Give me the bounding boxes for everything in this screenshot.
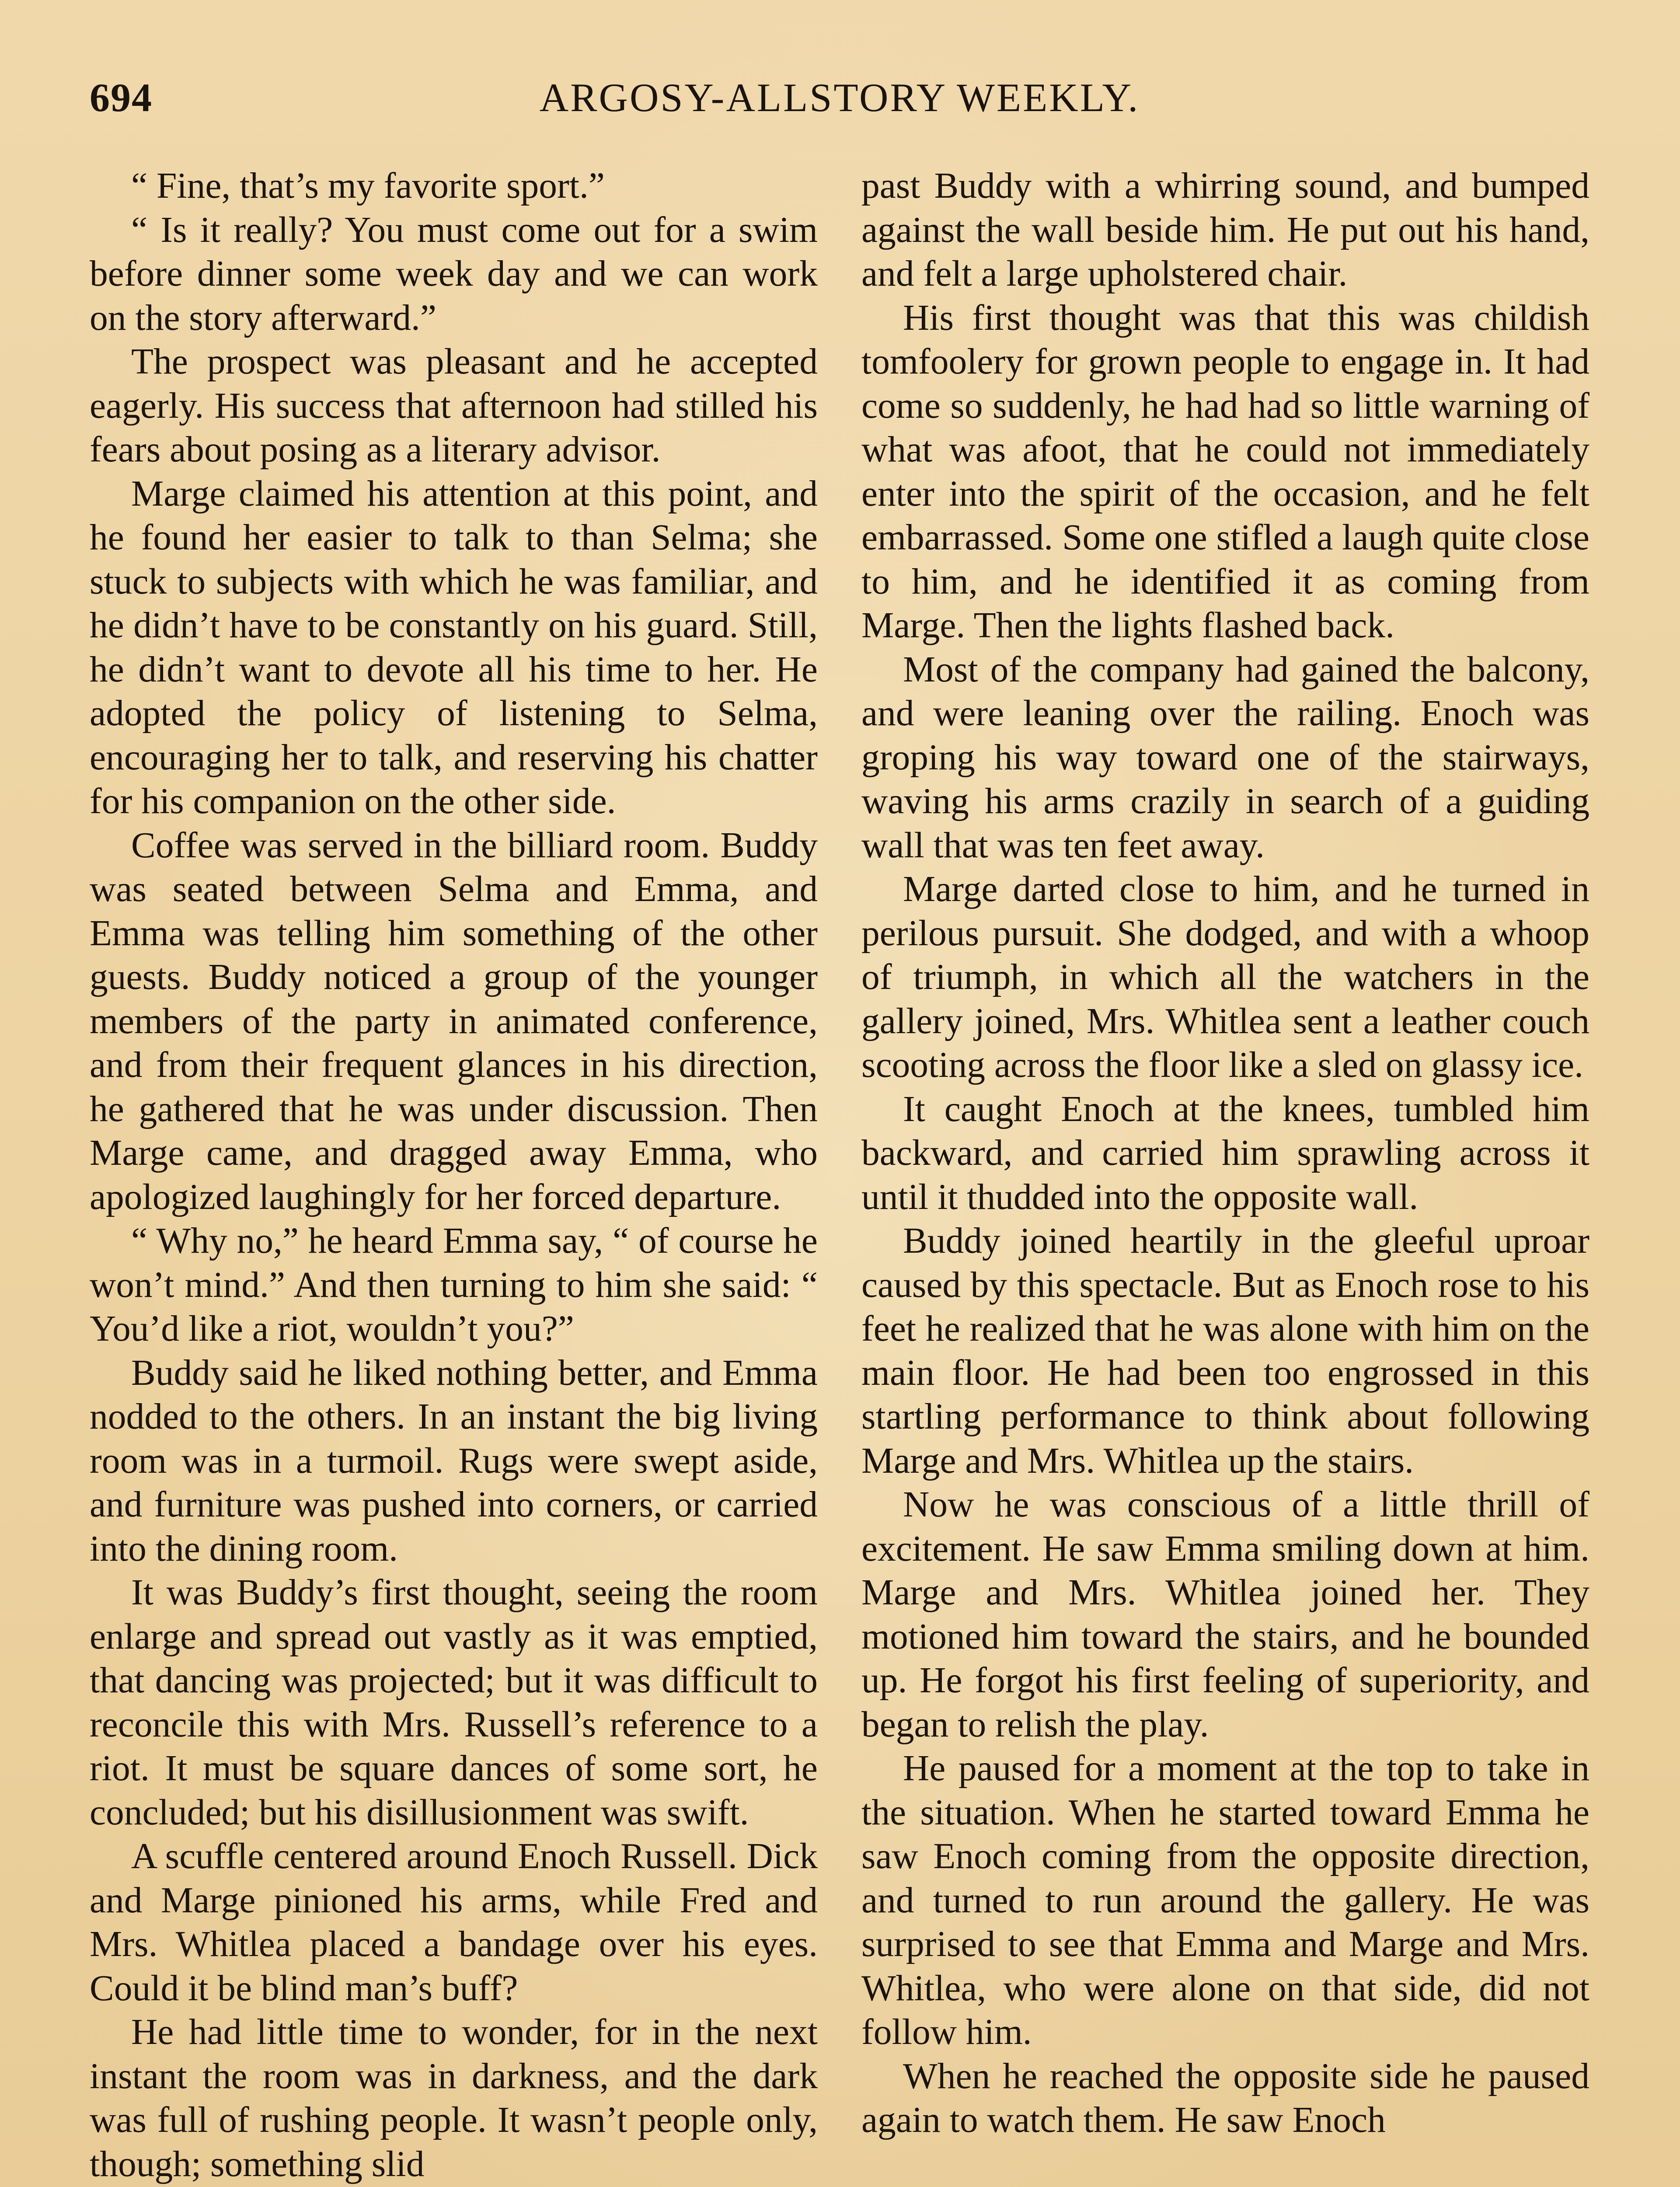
paragraph: When he reached the opposite side he paused again to watch them. He saw Enoch <box>861 2056 1589 2140</box>
paragraph: He paused for a moment at the top to take in the situation. When he started toward Emma he saw Enoch coming from the opposite direction, and turned to run around the gallery. He was surprised to see that Emma and Marge and Mrs. Whitlea, who were alone on that side, did not follow him. <box>861 1748 1589 2052</box>
paragraph: His first thought was that this was childish tomfoolery for grown people to engage in. It had come so suddenly, he had had so little warning of what was afoot, that he could not immediately enter into the spirit of the occasion, and he felt embarrassed. Some one stifled a laugh quite close to him, and he identified it as coming from Marge. Then the lights flashed back. <box>861 297 1589 646</box>
left-column <box>90 164 818 2187</box>
paragraph: Buddy said he liked nothing better, and Emma nodded to the others. In an instant the big living room was in a turmoil. Rugs were swept aside, and furniture was pushed into corners, or carried into the dining room. <box>90 1352 818 1569</box>
right-column <box>861 164 1589 2187</box>
paragraph: Marge claimed his attention at this point, and he found her easier to talk to than Selma; she stuck to subjects with which he was familiar, and he didn’t have to be constantly on his guard. Still, he didn’t want to devote all his time to her. He adopted the policy of listening to Selma, encouraging her to talk, and reserving his chatter for his companion on the other side. <box>90 473 818 821</box>
paragraph: Buddy joined heartily in the gleeful uproar caused by this spectacle. But as Enoch rose to his feet he realized that he was alone with him on the main floor. He had been too engrossed in this startling performance to think about following Marge and Mrs. Whitlea up the stairs. <box>861 1221 1589 1481</box>
paragraph: It was Buddy’s first thought, seeing the room enlarge and spread out vastly as it was emptied, that dancing was projected; but it was difficult to reconcile this with Mrs. Russell’s reference to a riot. It must be square dances of some sort, he concluded; but his disillusionment was swift. <box>90 1572 818 1833</box>
paragraph: It caught Enoch at the knees, tumbled him backward, and carried him sprawling across it until it thudded into the opposite wall. <box>861 1089 1589 1217</box>
paragraph: Most of the company had gained the balcony, and were leaning over the railing. Enoch was groping his way toward one of the stairways, waving his arms crazily in search of a guiding wall that was ten feet away. <box>861 649 1589 866</box>
paragraph: A scuffle centered around Enoch Russell. Dick and Marge pinioned his arms, while Fred and Mrs. Whitlea placed a bandage over his eyes. Could it be blind man’s buff? <box>90 1836 818 2009</box>
paragraph: “ Fine, that’s my favorite sport.” <box>131 166 605 206</box>
paragraph: Marge darted close to him, and he turned in perilous pursuit. She dodged, and with a whoop of triumph, in which all the watchers in the gallery joined, Mrs. Whitlea sent a leather couch scooting across the floor like a sled on glassy ice. <box>861 869 1589 1085</box>
paragraph: “ Why no,” he heard Emma say, “ of course he won’t mind.” And then turning to him she said: “ You’d like a riot, wouldn’t you?” <box>90 1221 818 1349</box>
paragraph: He had little time to wonder, for in the next instant the room was in darkness, and the dark was full of rushing people. It wasn’t people only, though; something slid <box>90 2012 818 2184</box>
page-number: 694 <box>90 75 153 120</box>
paragraph: The prospect was pleasant and he accepted eagerly. His success that afternoon had stilled his fears about posing as a literary advisor. <box>90 342 818 470</box>
running-head: ARGOSY-ALLSTORY WEEKLY. <box>539 75 1140 120</box>
paragraph-continued: past Buddy with a whirring sound, and bumped against the wall beside him. He put out his hand, and felt a large upholstered chair. <box>861 166 1589 294</box>
paragraph: “ Is it really? You must come out for a swim before dinner some week day and we can work on the story afterward.” <box>90 210 818 338</box>
page-header <box>90 74 1589 127</box>
paragraph: Coffee was served in the billiard room. Buddy was seated between Selma and Emma, and Emma was telling him something of the other guests. Buddy noticed a group of the younger members of the party in animated conference, and from their frequent glances in his direction, he gathered that he was under discussion. Then Marge came, and dragged away Emma, who apologized laughingly for her forced departure. <box>90 825 818 1217</box>
paragraph: Now he was conscious of a little thrill of excitement. He saw Emma smiling down at him. Marge and Mrs. Whitlea joined her. They motioned him toward the stairs, and he bounded up. He forgot his first feeling of superiority, and began to relish the play. <box>861 1485 1589 1745</box>
text-columns <box>90 164 1589 2187</box>
